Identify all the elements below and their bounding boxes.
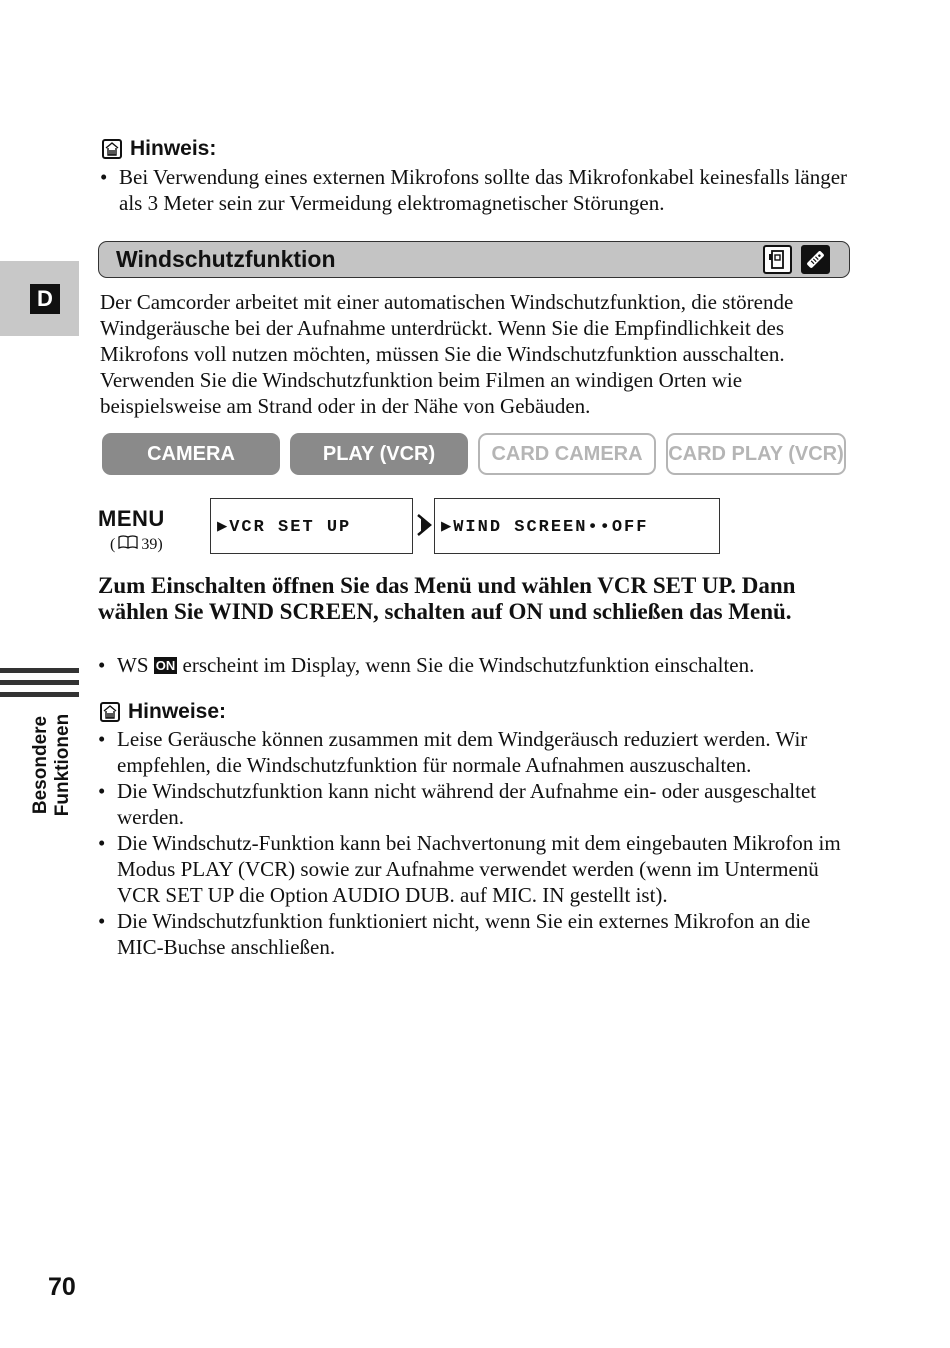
- note-heading: [102, 137, 216, 161]
- intro-paragraph: Der Camcorder arbeitet mit einer automatischen Windschutzfunktion, die störende Windgeräusche bei der Aufnahme unterdrückt. Wenn Sie die Empfindlichkeit des Mikrofons voll nutzen möchten, müssen Sie die Windschutzfunktion ausschalten. Verwenden Sie die Windschutzfunktion beim Filmen an windigen Orten wie beispielsweise am Strand oder in der Nähe von Gebäuden.: [100, 290, 794, 418]
- side-divider: [0, 692, 79, 697]
- ws-note: [98, 652, 868, 678]
- note-heading-text: Hinweis:: [130, 137, 217, 160]
- section-side-label: [30, 710, 82, 820]
- note-icon: [100, 702, 120, 722]
- menu-step-wind-screen: ▶WIND SCREEN••OFF: [434, 498, 720, 554]
- ws-suffix: erscheint im Display, wenn Sie die Windschutzfunktion einschalten.: [182, 653, 755, 677]
- notes-heading: [100, 700, 226, 724]
- note-item: • Die Windschutzfunktion funktioniert nicht, wenn Sie ein externes Mikrofon an die MIC-Buchse anschließen.: [98, 908, 858, 960]
- note-list: [100, 164, 850, 216]
- menu-step-vcr-set-up: ▶VCR SET UP: [210, 498, 413, 554]
- note-icon: [102, 139, 122, 159]
- note-item: • Bei Verwendung eines externen Mikrofons sollte das Mikrofonkabel keinesfalls länger als 3 Meter sein zur Vermeidung elektromagnetischer Störungen.: [100, 164, 850, 216]
- note-item: • Die Windschutz-Funktion kann bei Nachvertonung mit dem eingebauten Mikrofon im Modus PLAY (VCR) sowie zur Aufnahme verwendet werden (wenn im Untermenü VCR SET UP die Option AUDIO DUB. auf MIC. IN gestellt ist).: [98, 830, 858, 908]
- side-label-line1: Besondere: [30, 715, 51, 815]
- instruction-text: Zum Einschalten öffnen Sie das Menü und wählen VCR SET UP. Dann wählen Sie WIND SCREEN, schalten auf ON und schließen das Menü.: [98, 573, 796, 624]
- mode-card-play-vcr: CARD PLAY (VCR): [666, 433, 846, 475]
- mode-camera: CAMERA: [102, 433, 280, 475]
- notes-heading-text: Hinweise:: [128, 700, 227, 723]
- camcorder-icon: [763, 245, 792, 274]
- menu-label: MENU: [98, 506, 165, 531]
- ws-note-item: [98, 652, 868, 678]
- page-number: 70: [48, 1273, 76, 1301]
- side-divider: [0, 668, 79, 673]
- on-badge: ON: [155, 658, 176, 673]
- note-item: • Leise Geräusche können zusammen mit dem Windgeräusch reduziert werden. Wir empfehlen, die Windschutzfunktion für normale Aufnahmen auszuschalten.: [98, 726, 858, 778]
- menu-page-reference: [110, 535, 163, 554]
- language-letter: D: [30, 284, 60, 314]
- section-title: Windschutzfunktion: [116, 246, 336, 272]
- menu-ref-page: 39): [141, 535, 163, 553]
- side-divider: [0, 680, 79, 685]
- menu-ref-open: (: [110, 535, 116, 553]
- side-label-line2: Funktionen: [52, 713, 73, 817]
- menu-arrow-icon: [416, 514, 434, 541]
- note-item: • Die Windschutzfunktion kann nicht während der Aufnahme ein- oder ausgeschaltet werden.: [98, 778, 858, 830]
- mode-play-vcr: PLAY (VCR): [290, 433, 468, 475]
- ws-prefix: WS: [117, 653, 149, 677]
- notes-list: [98, 726, 858, 960]
- mode-card-camera: CARD CAMERA: [478, 433, 656, 475]
- remote-control-icon: [801, 245, 830, 274]
- book-icon: [118, 535, 138, 554]
